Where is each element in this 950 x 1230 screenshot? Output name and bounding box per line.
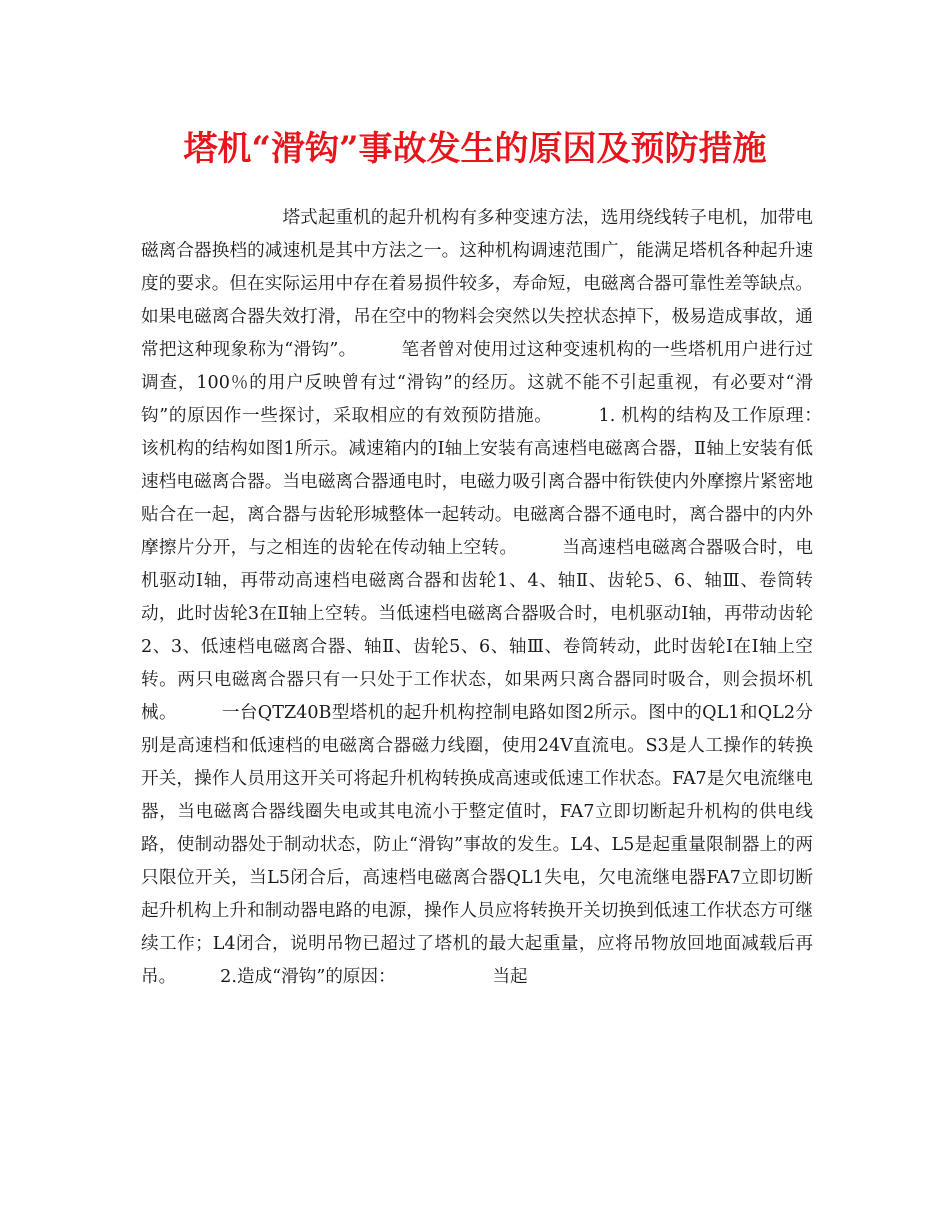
document-body-paragraph: 塔式起重机的起升机构有多种变速方法，选用绕线转子电机，加带电磁离合器换档的减速机是其中方法之一。这种机构调速范围广，能满足塔机各种起升速度的要求。但在实际运用中存在着易损件较多，寿命短，电磁离合器可靠性差等缺点。如果电磁离合器失效打滑，吊在空中的物料会突然以失控状态掉下，极易造成事故，通常把这种现象称为“滑钩”。 笔者曾对使用过这种变速机构的一些塔机用户进行过调查，100％的用户反映曾有过“滑钩”的经历。这就不能不引起重视，有必要对“滑钩”的原因作一些探讨，采取相应的有效预防措施。 1. 机构的结构及工作原理： 该机构的结构如图1所示。减速箱内的Ⅰ轴上安装有高速档电磁离合器，Ⅱ轴上安装有低速档电磁离合器。当电磁离合器通电时，电磁力吸引离合器中衔铁使内外摩擦片紧密地贴合在一起，离合器与齿轮形城整体一起转动。电磁离合器不通电时，离合器中的内外摩擦片分开，与之相连的齿轮在传动轴上空转。 当高速档电磁离合器吸合时，电机驱动Ⅰ轴，再带动高速档电磁离合器和齿轮1、4、轴Ⅱ、齿轮5、6、轴Ⅲ、卷筒转动，此时齿轮3在Ⅱ轴上空转。当低速档电磁离合器吸合时，电机驱动Ⅰ轴，再带动齿轮2、3、低速档电磁离合器、轴Ⅱ、齿轮5、6、轴Ⅲ、卷筒转动，此时齿轮Ⅰ在Ⅰ轴上空转。两只电磁离合器只有一只处于工作状态，如果两只离合器同时吸合，则会损坏机械。 一台QTZ40B型塔机的起升机构控制电路如图2所示。图中的QL1和QL2分别是高速档和低速档的电磁离合器磁力线圈，使用24V直流电。S3是人工操作的转换开关，操作人员用这开关可将起升机构转换成高速或低速工作状态。FA7是欠电流继电器，当电磁离合器线圈失电或其电流小于整定值时，FA7立即切断起升机构的供电线路，使制动器处于制动状态，防止“滑钩”事故的发生。L4、L5是起重量限制器上的两只限位开关，当L5闭合后，高速档电磁离合器QL1失电，欠电流继电器FA7立即切断起升机构上升和制动器电路的电源，操作人员应将转换开关切换到低速工作状态方可继续工作；L4闭合，说明吊物已超过了塔机的最大起重量，应将吊物放回地面减载后再吊。 2.造成“滑钩”的原因： 当起 <box>141 208 866 987</box>
document-title: 塔机“滑钩”事故发生的原因及预防措施 <box>183 129 767 169</box>
